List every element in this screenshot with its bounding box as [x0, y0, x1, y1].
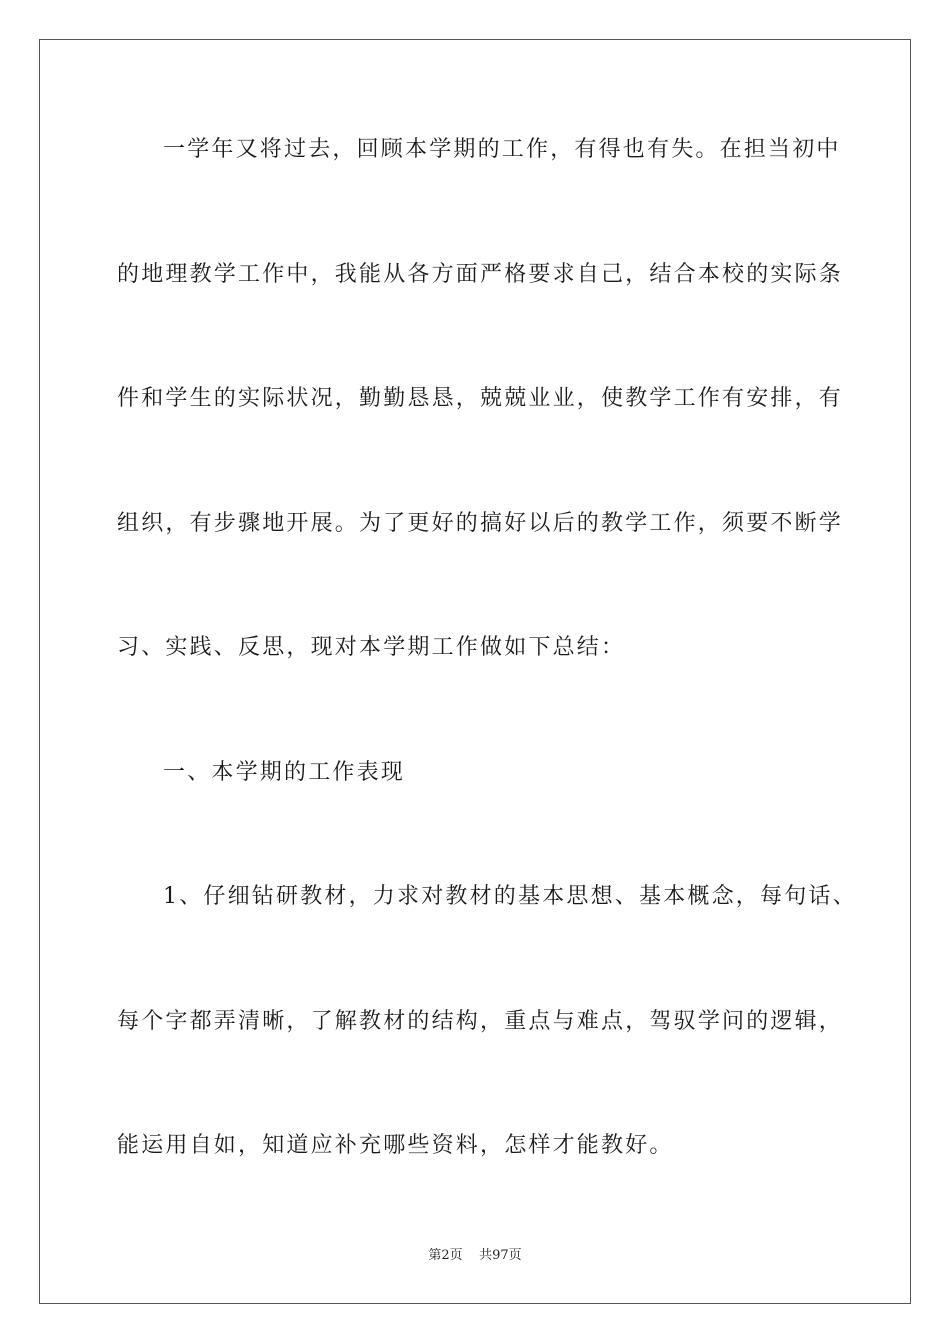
paragraph-line-2: 的地理教学工作中，我能从各方面严格要求自己，结合本校的实际条: [117, 262, 844, 287]
paragraph-line-8: 每个字都弄清晰，了解教材的结构，重点与难点，驾驭学问的逻辑，: [117, 1009, 844, 1034]
paragraph-line-4: 组织，有步骤地开展。为了更好的搞好以后的教学工作，须要不断学: [117, 511, 844, 536]
page-footer: [0, 1247, 950, 1265]
paragraph-line-9: 能运用自如，知道应补充哪些资料，怎样才能教好。: [117, 1133, 674, 1158]
paragraph-line-3: 件和学生的实际状况，勤勤恳恳，兢兢业业，使教学工作有安排，有: [117, 386, 844, 411]
paragraph-line-5: 习、实践、反思，现对本学期工作做如下总结：: [117, 635, 626, 660]
paragraph-line-1: 一学年又将过去，回顾本学期的工作，有得也有失。在担当初中: [163, 137, 841, 162]
page-number: 第2页: [428, 1248, 463, 1263]
total-pages: 共97页: [479, 1248, 522, 1263]
paragraph-line-7: 1、仔细钻研教材，力求对教材的基本思想、基本概念，每句话、: [163, 884, 857, 909]
section-heading: 一、本学期的工作表现: [163, 760, 406, 785]
page-border: [39, 39, 911, 1304]
